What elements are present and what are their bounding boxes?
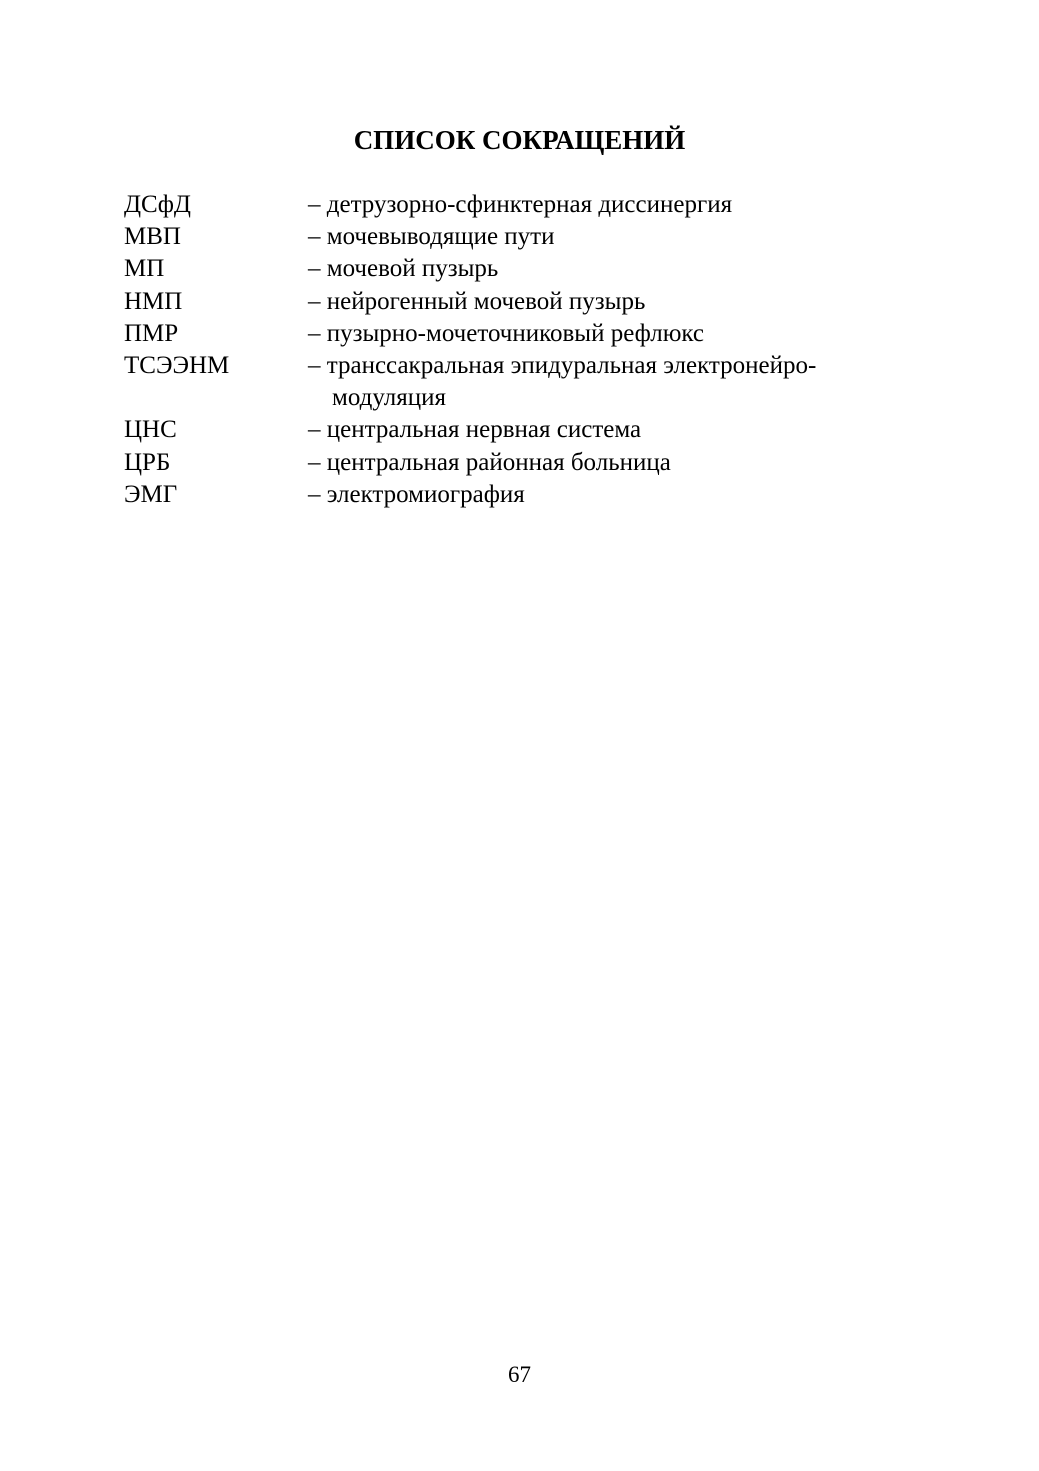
abbreviation-row bbox=[124, 253, 924, 285]
abbreviation-term: ЦРБ bbox=[124, 448, 171, 476]
abbreviation-term: ПМР bbox=[124, 319, 179, 347]
abbreviation-definition: – мочевой пузырь bbox=[308, 255, 499, 283]
abbreviation-definition: – мочевыводящие пути bbox=[308, 223, 555, 251]
abbreviation-definition: – электромиография bbox=[308, 480, 525, 508]
abbreviation-term: МП bbox=[124, 255, 165, 283]
abbreviation-row bbox=[124, 414, 924, 446]
abbreviation-definition: – нейрогенный мочевой пузырь bbox=[308, 287, 646, 315]
abbreviation-term: НМП bbox=[124, 287, 183, 315]
abbreviation-term: ТСЭЭНМ bbox=[124, 352, 230, 380]
abbreviation-row bbox=[124, 447, 924, 479]
abbreviation-term: ЦНС bbox=[124, 416, 177, 444]
abbreviation-definition: – детрузорно-сфинктерная диссинергия bbox=[308, 191, 733, 218]
abbreviation-definition: – пузырно-мочеточниковый рефлюкс bbox=[308, 319, 704, 347]
abbreviation-row bbox=[124, 350, 924, 414]
abbreviation-row bbox=[124, 189, 924, 221]
abbreviation-list bbox=[124, 189, 924, 511]
abbreviation-term: ЭМГ bbox=[124, 480, 178, 508]
page-title: СПИСОК СОКРАЩЕНИЙ bbox=[353, 125, 686, 155]
abbreviation-definition: – центральная районная больница bbox=[308, 448, 671, 476]
abbreviation-definition: – центральная нервная система bbox=[308, 416, 642, 444]
abbreviation-definition: – транссакральная эпидуральная электронейро-модуляция bbox=[308, 352, 817, 412]
abbreviation-row bbox=[124, 479, 924, 511]
abbreviation-term: МВП bbox=[124, 223, 181, 251]
abbreviation-row bbox=[124, 286, 924, 318]
page-number: 67 bbox=[508, 1362, 531, 1387]
abbreviation-row bbox=[124, 318, 924, 350]
abbreviation-row bbox=[124, 221, 924, 253]
abbreviation-term: ДСфД bbox=[124, 191, 191, 218]
